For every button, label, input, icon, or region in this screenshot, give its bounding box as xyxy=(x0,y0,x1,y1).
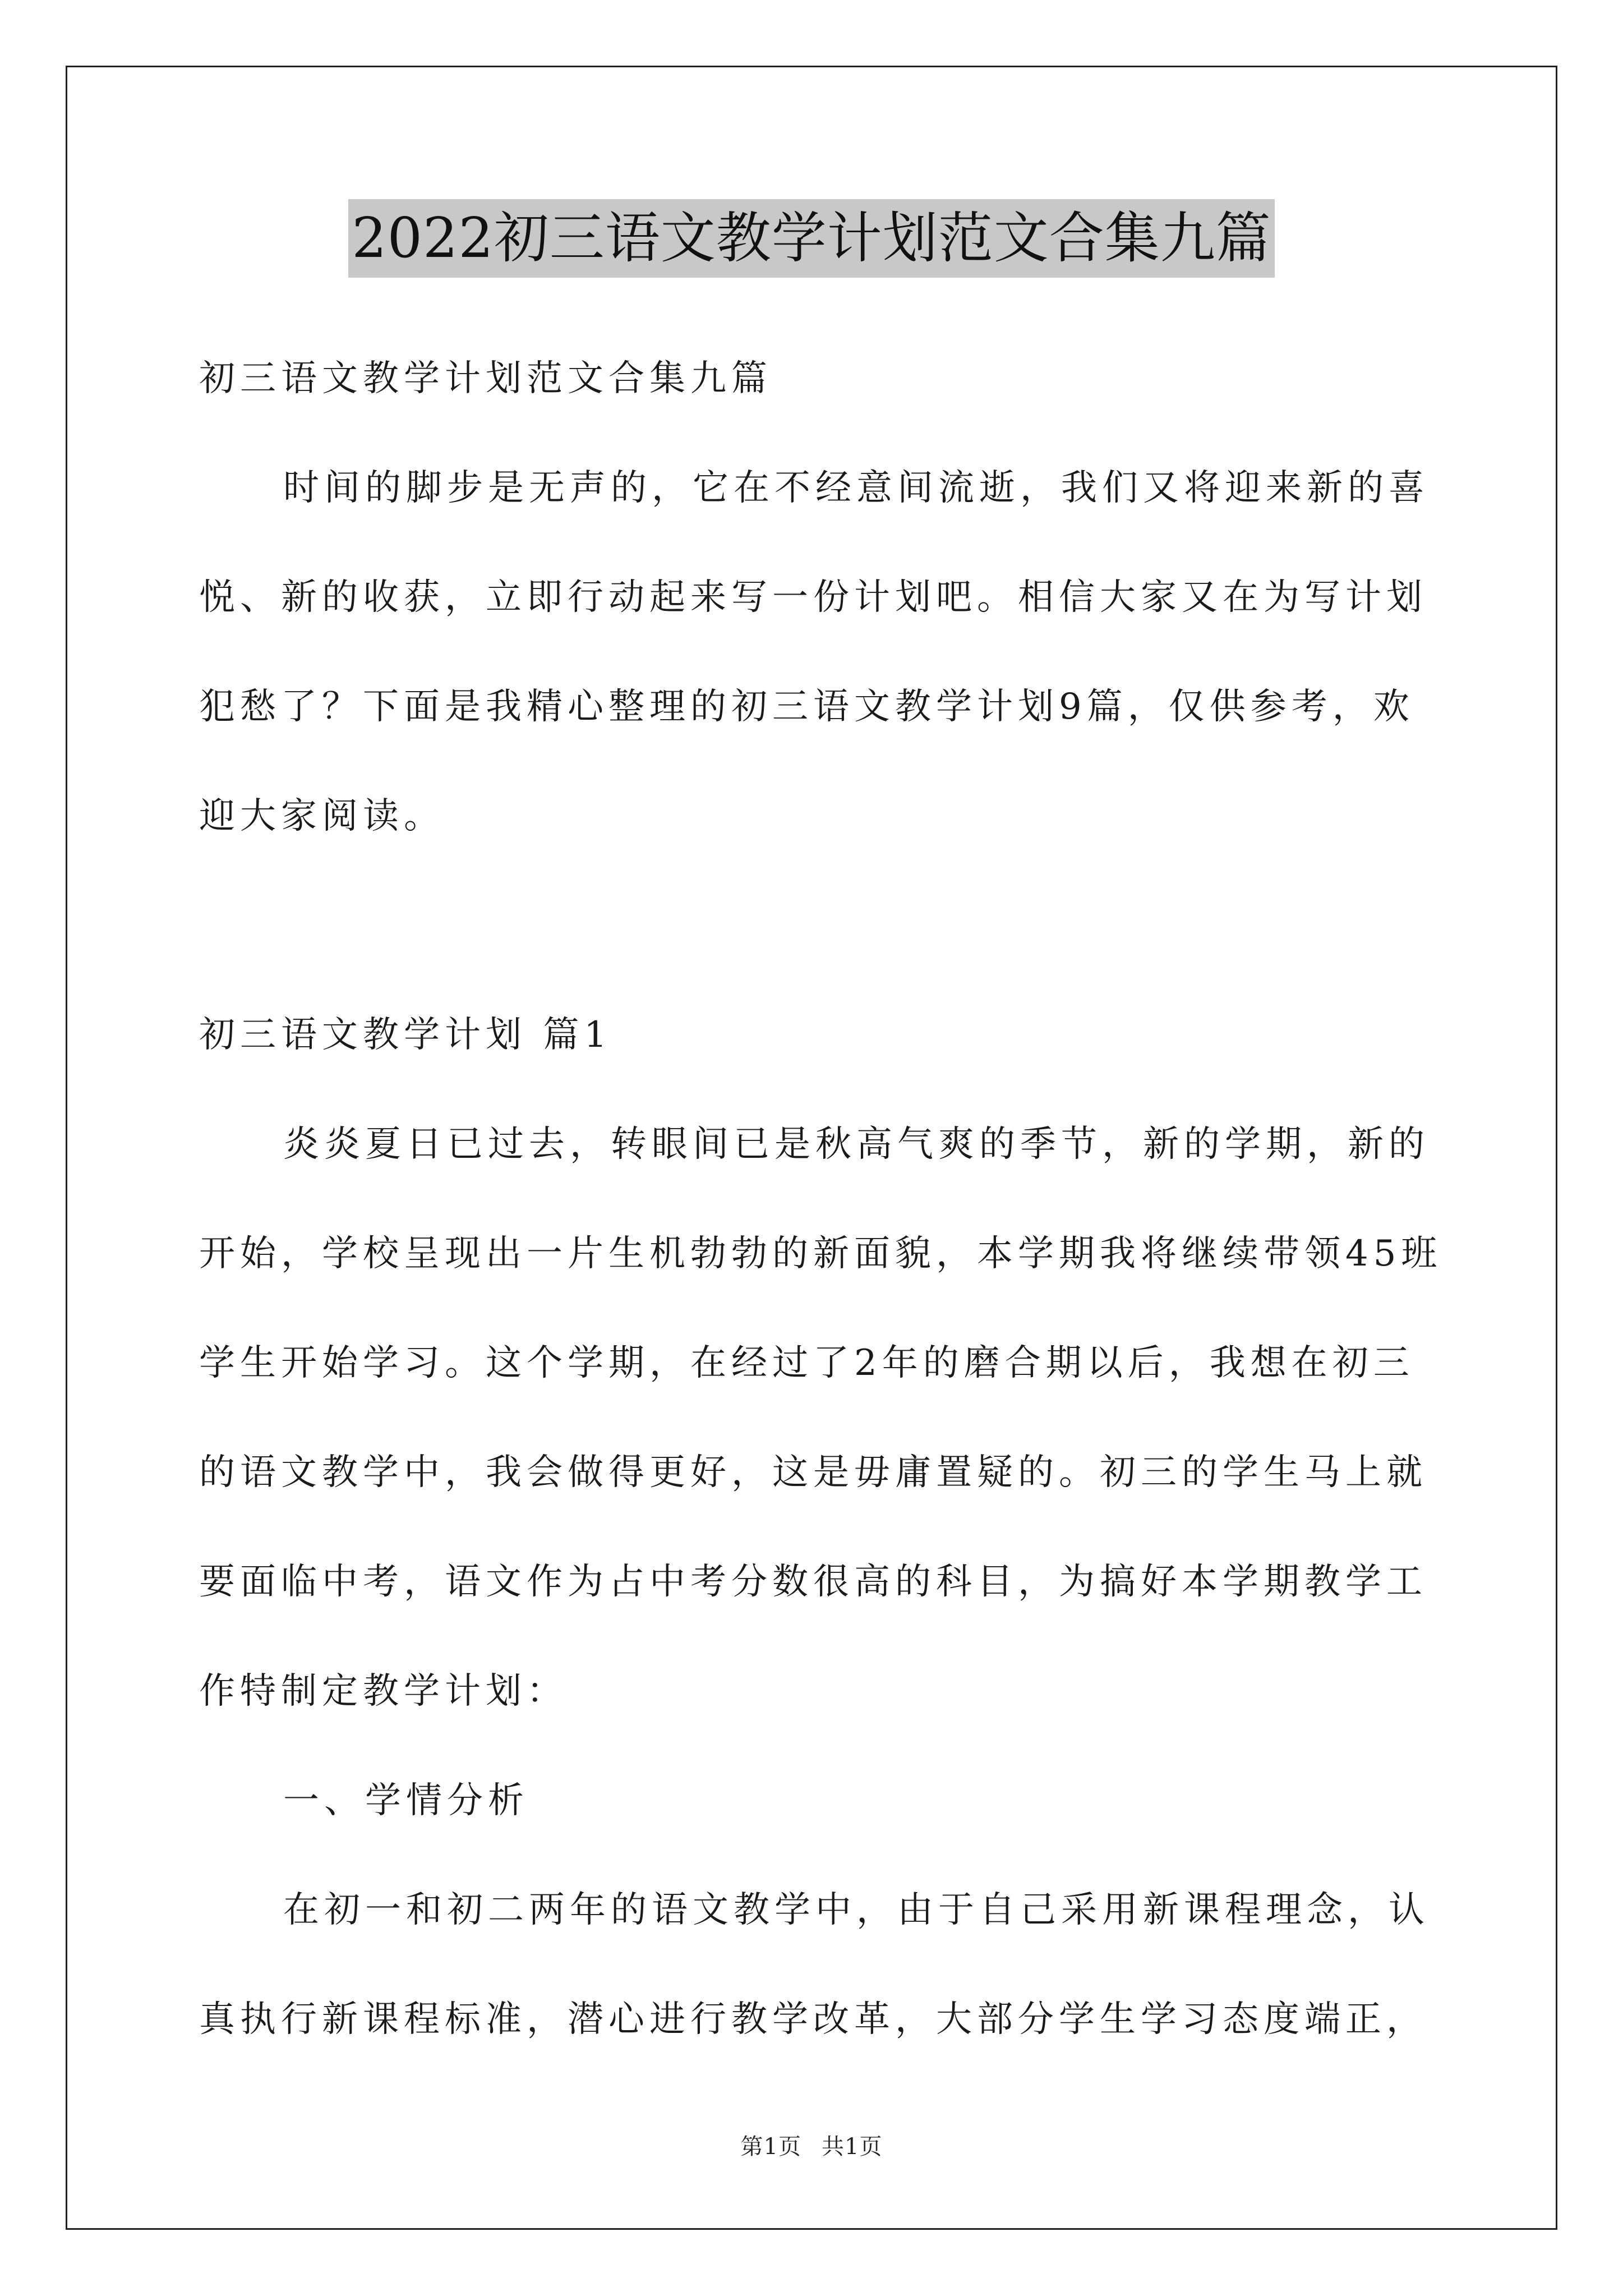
section-heading: 初三语文教学计划 篇1 xyxy=(199,1014,612,1056)
section-line: 作特制定教学计划： xyxy=(199,1671,568,1712)
page-footer xyxy=(0,2129,1623,2161)
intro-line: 时间的脚步是无声的，它在不经意间流逝，我们又将迎来新的喜 xyxy=(283,467,1430,509)
intro-line: 犯愁了？下面是我精心整理的初三语文教学计划9篇，仅供参考，欢 xyxy=(199,686,1414,728)
section-line: 炎炎夏日已过去，转眼间已是秋高气爽的季节，新的学期，新的 xyxy=(283,1124,1430,1165)
analysis-line: 真执行新课程标准，潜心进行教学改革，大部分学生学习态度端正， xyxy=(199,1999,1427,2040)
document-title: 2022初三语文教学计划范文合集九篇 xyxy=(348,199,1274,278)
section-line: 的语文教学中，我会做得更好，这是毋庸置疑的。初三的学生马上就 xyxy=(199,1452,1427,1493)
title-block xyxy=(0,199,1623,278)
page-number: 第1页 xyxy=(740,2134,801,2160)
page-total: 共1页 xyxy=(822,2134,883,2160)
subheading: 一、学情分析 xyxy=(283,1780,529,1821)
document-subtitle: 初三语文教学计划范文合集九篇 xyxy=(199,358,772,399)
intro-line: 迎大家阅读。 xyxy=(199,795,445,837)
section-line: 学生开始学习。这个学期，在经过了2年的磨合期以后，我想在初三 xyxy=(199,1342,1414,1384)
analysis-line: 在初一和初二两年的语文教学中，由于自己采用新课程理念，认 xyxy=(283,1889,1430,1931)
section-line: 要面临中考，语文作为占中考分数很高的科目，为搞好本学期教学工 xyxy=(199,1561,1427,1603)
intro-line: 悦、新的收获，立即行动起来写一份计划吧。相信大家又在为写计划 xyxy=(199,577,1427,618)
section-line: 开始，学校呈现出一片生机勃勃的新面貌，本学期我将继续带领45班 xyxy=(199,1233,1442,1274)
